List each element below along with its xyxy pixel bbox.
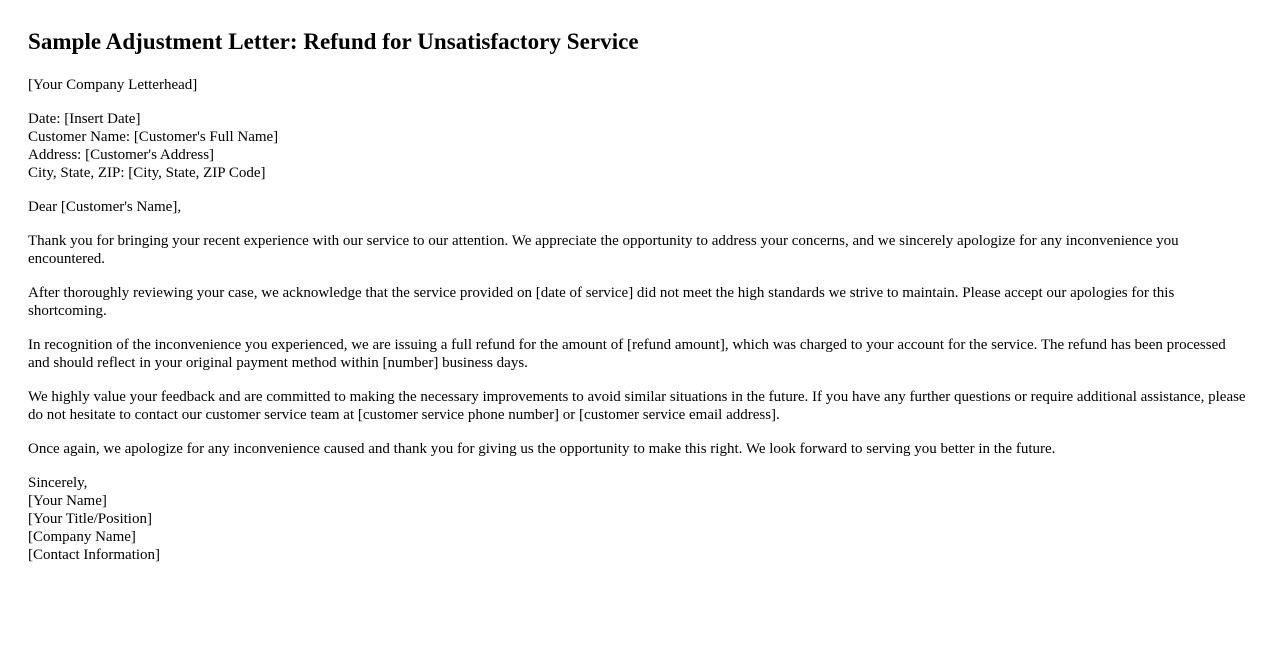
city-state-zip-line: City, State, ZIP: [City, State, ZIP Code] bbox=[28, 165, 266, 181]
page-title: Sample Adjustment Letter: Refund for Unsatisfactory Service bbox=[28, 29, 639, 54]
body-paragraph-5: Once again, we apologize for any inconvenience caused and thank you for giving us the opportunity to make this right. We look forward to serving you better in the future. bbox=[28, 441, 1056, 457]
signer-title: [Your Title/Position] bbox=[28, 511, 152, 527]
salutation: Dear [Customer's Name], bbox=[28, 199, 182, 215]
body-paragraph-2: After thoroughly reviewing your case, we acknowledge that the service provided on [date of service] did not meet the high standards we strive to maintain. Please accept our apologies for this shortcoming. bbox=[28, 285, 1175, 319]
body-paragraph-1: Thank you for bringing your recent experience with our service to our attention. We appreciate the opportunity to address your concerns, and we sincerely apologize for any inconvenience you encountered. bbox=[28, 233, 1179, 267]
closing-block bbox=[28, 474, 1250, 564]
letter-header-block bbox=[28, 110, 1250, 182]
signer-name: [Your Name] bbox=[28, 493, 107, 509]
letter-document bbox=[28, 28, 1250, 580]
customer-name-line: Customer Name: [Customer's Full Name] bbox=[28, 129, 279, 145]
address-line: Address: [Customer's Address] bbox=[28, 147, 215, 163]
company-name: [Company Name] bbox=[28, 529, 136, 545]
closing-sincerely: Sincerely, bbox=[28, 475, 88, 491]
contact-information: [Contact Information] bbox=[28, 547, 161, 563]
letterhead: [Your Company Letterhead] bbox=[28, 77, 198, 93]
body-paragraph-4: We highly value your feedback and are committed to making the necessary improvements to avoid similar situations in the future. If you have any further questions or require additional assistance, please do not hesitate to contact our customer service team at [customer service phone number] or [customer service email address]. bbox=[28, 389, 1246, 423]
body-paragraph-3: In recognition of the inconvenience you experienced, we are issuing a full refund for the amount of [refund amount], which was charged to your account for the service. The refund has been processed and should reflect in your original payment method within [number] business days. bbox=[28, 337, 1226, 371]
date-line: Date: [Insert Date] bbox=[28, 111, 141, 127]
